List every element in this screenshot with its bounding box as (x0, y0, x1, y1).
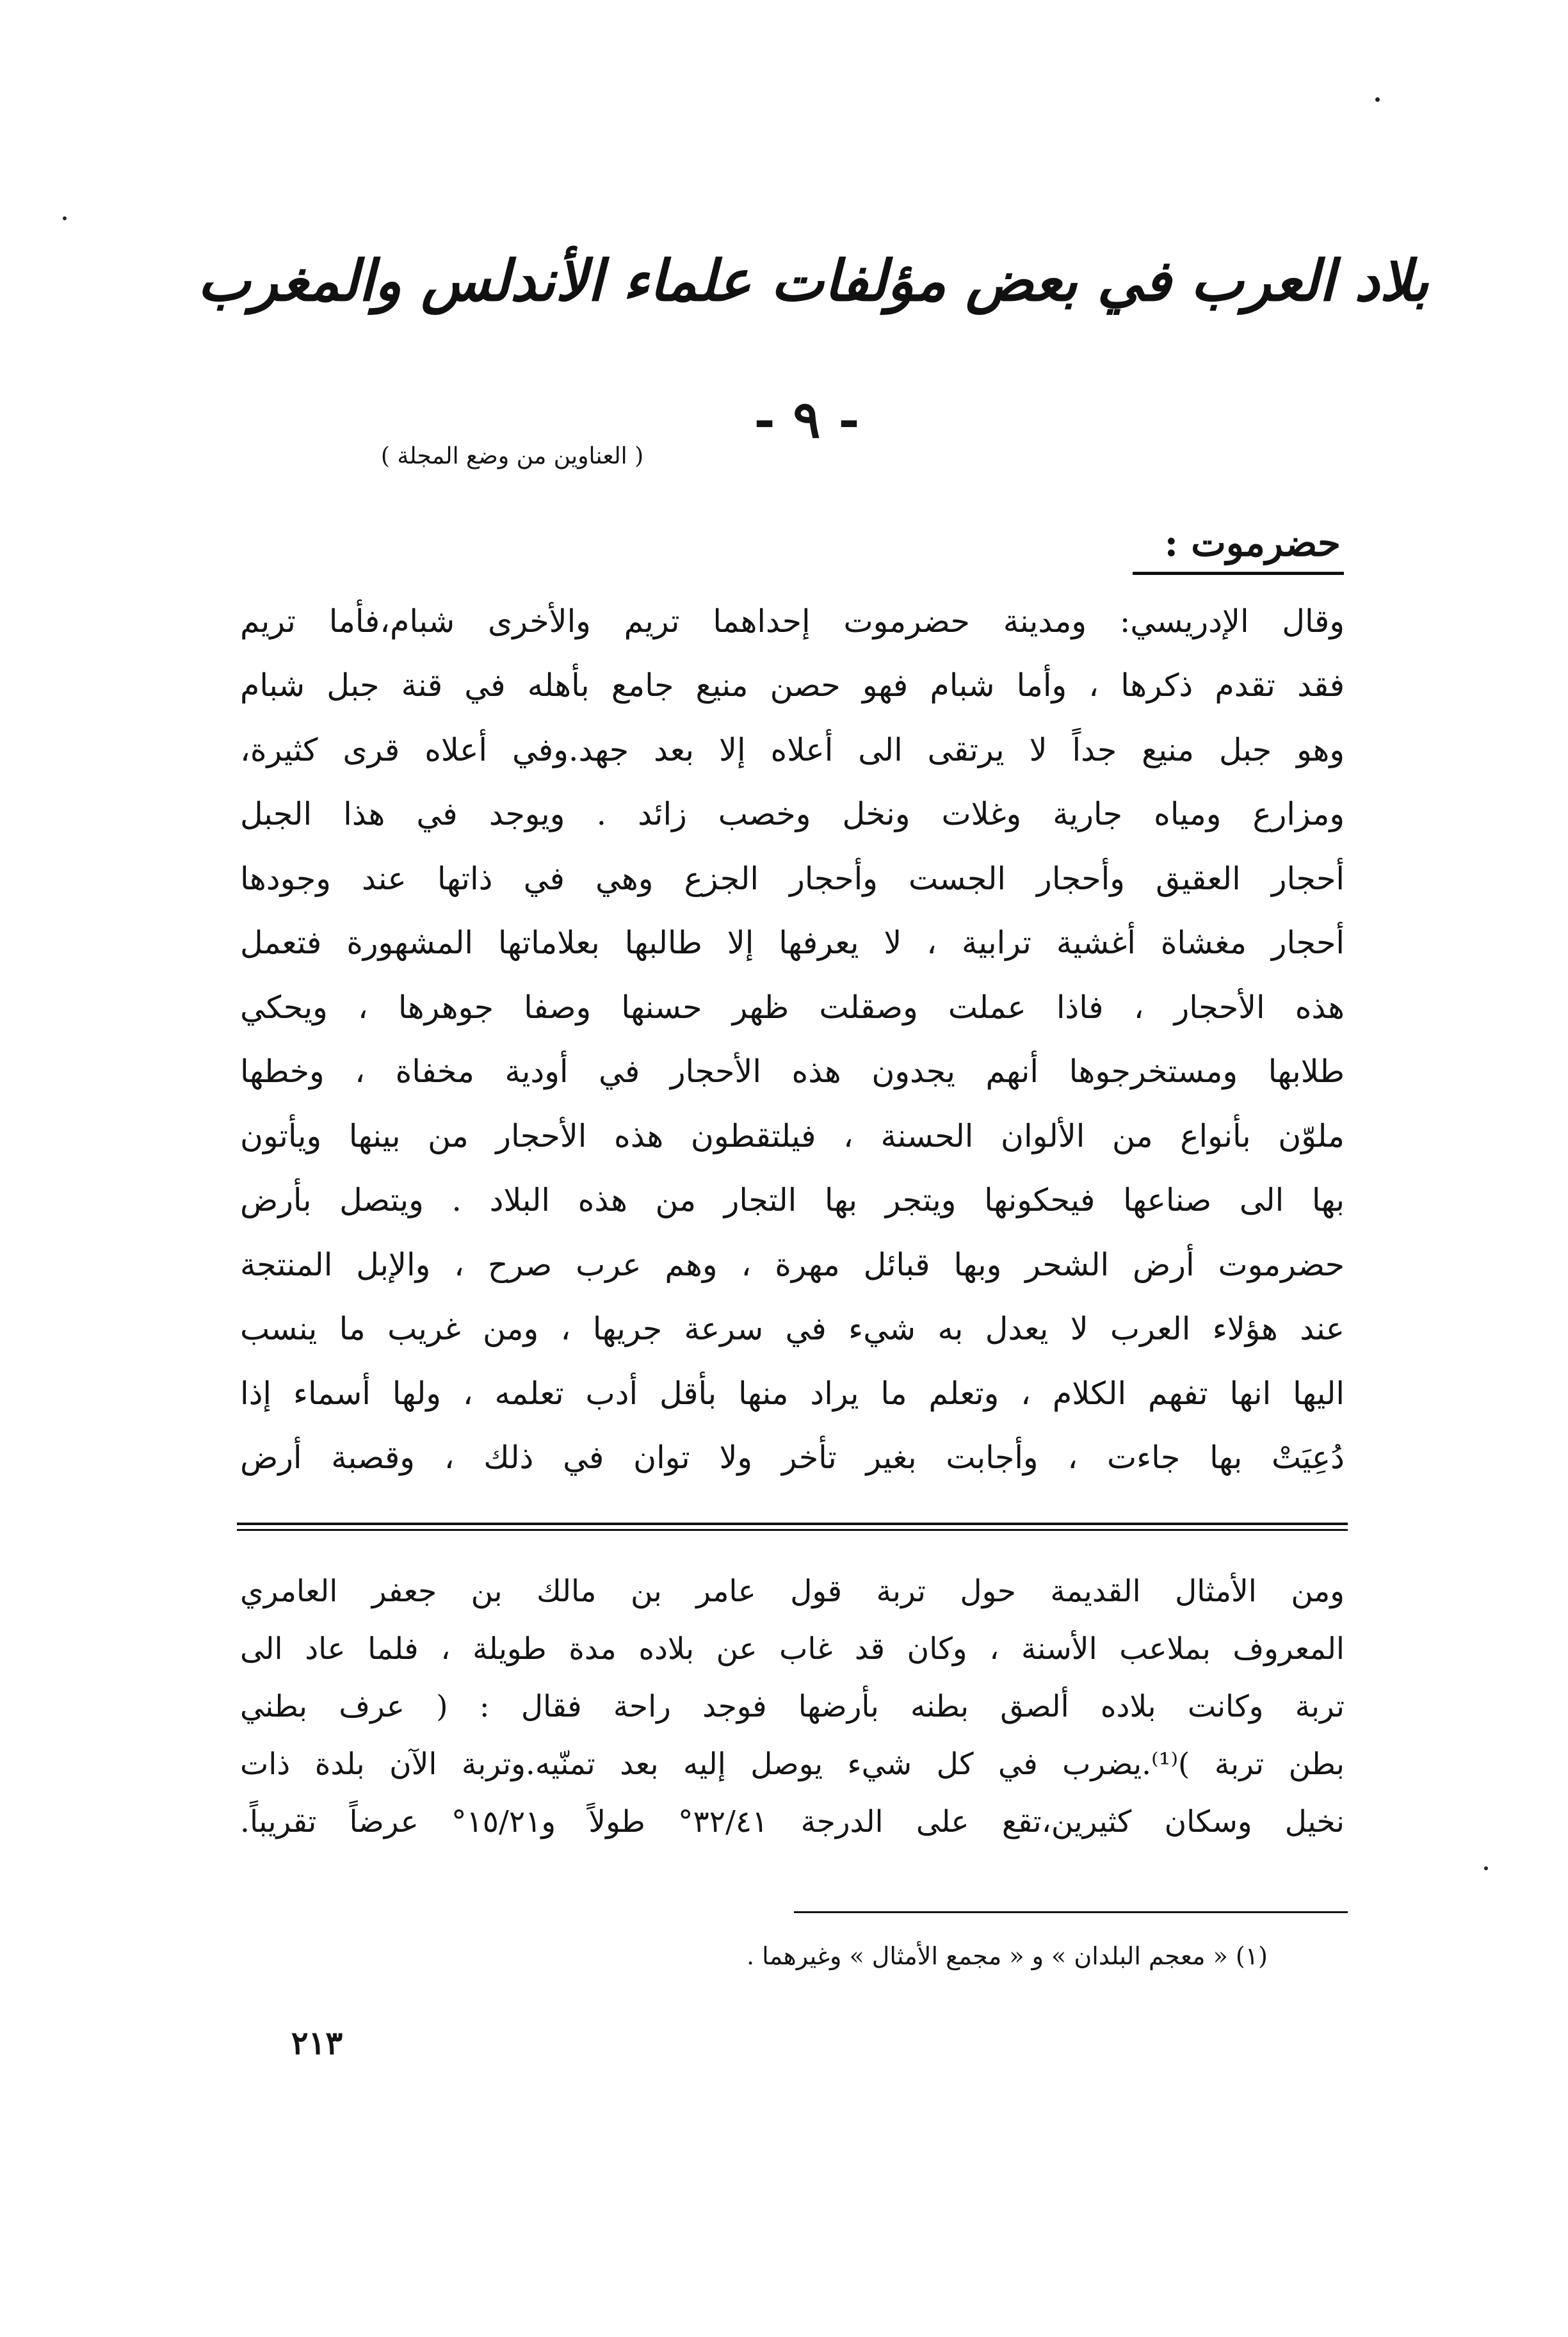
scan-speck (1484, 1866, 1488, 1870)
footnote-separator (237, 1523, 1348, 1531)
body-line: فقد تقدم ذكرها ، وأما شبام فهو حصن منيع جامع بأهله في قنة جبل شبام (240, 667, 1345, 704)
footnote-line: ومن الأمثال القديمة حول تربة قول عامر بن مالك بن جعفر العامري (240, 1573, 1345, 1609)
body-line: بها الى صناعها فيحكونها ويتجر بها التجار من هذه البلاد . ويتصل بأرض (240, 1182, 1345, 1219)
citation-rule (794, 1911, 1348, 1913)
body-line: عند هؤلاء العرب لا يعدل به شيء في سرعة جريها ، ومن غريب ما ينسب (240, 1311, 1345, 1348)
chapter-number: - ٩ - (754, 389, 860, 449)
scan-speck (63, 216, 67, 220)
editor-note: ( العناوين من وضع المجلة ) (380, 442, 644, 469)
section-heading: حضرموت : (1164, 521, 1341, 565)
footnote-line: بطن تربة )⁽¹⁾.يضرب في كل شيء يوصل إليه بعد تمنّيه.وتربة الآن بلدة ذات (240, 1746, 1345, 1782)
body-line: دُعِيَتْ بها جاءت ، وأجابت بغير تأخر ولا توان في ذلك ، وقصبة أرض (240, 1439, 1345, 1476)
body-line: ملوّن بأنواع من الألوان الحسنة ، فيلتقطون هذه الأحجار من بينها ويأتون (240, 1117, 1345, 1154)
separator-rule-bottom (237, 1529, 1348, 1531)
body-line: أحجار مغشاة أغشية ترابية ، لا يعرفها إلا طالبها بعلاماتها المشهورة فتعمل (240, 925, 1345, 962)
body-line: هذه الأحجار ، فاذا عملت وصقلت ظهر حسنها وصفا جوهرها ، ويحكي (240, 989, 1345, 1026)
separator-rule-top (237, 1523, 1348, 1525)
body-line: أحجار العقيق وأحجار الجست وأحجار الجزع وهي في ذاتها عند وجودها (240, 860, 1345, 897)
main-body-text (240, 589, 1345, 1490)
footnote-line: تربة وكانت بلاده ألصق بطنه بأرضها فوجد راحة فقال : ( عرف بطني (240, 1688, 1345, 1724)
body-line: وهو جبل منيع جداً لا يرتقى الى أعلاه إلا بعد جهد.وفي أعلاه قرى كثيرة، (240, 731, 1345, 768)
footnote-body (240, 1562, 1345, 1850)
body-line: ومزارع ومياه جارية وغلات ونخل وخصب زائد . ويوجد في هذا الجبل (240, 796, 1345, 833)
footnote-line: المعروف بملاعب الأسنة ، وكان قد غاب عن بلاده مدة طويلة ، فلما عاد الى (240, 1631, 1345, 1667)
body-line: اليها انها تفهم الكلام ، وتعلم ما يراد منها بأقل أدب تعلمه ، ولها أسماء إذا (240, 1375, 1345, 1412)
body-line: طلابها ومستخرجوها أنهم يجدون هذه الأحجار في أودية مخفاة ، وخطها (240, 1053, 1345, 1090)
body-line: وقال الإدريسي: ومدينة حضرموت إحداهما تريم والأخرى شبام،فأما تريم (240, 602, 1345, 640)
footnote-line: نخيل وسكان كثيرين،تقع على الدرجة ٣٢/٤١° طولاً و١٥/٢١° عرضاً تقريباً. (240, 1804, 1345, 1840)
citation: (١) « معجم البلدان » و « مجمع الأمثال » وغيرهما . (746, 1942, 1268, 1970)
page-number: ٢١٣ (291, 2023, 343, 2062)
scan-speck (1375, 97, 1380, 102)
section-heading-underline (1133, 572, 1344, 575)
body-line: حضرموت أرض الشحر وبها قبائل مهرة ، وهم عرب صرح ، والإبل المنتجة (240, 1246, 1345, 1283)
page-title: بلاد العرب في بعض مؤلفات علماء الأندلس والمغرب (197, 247, 1429, 314)
